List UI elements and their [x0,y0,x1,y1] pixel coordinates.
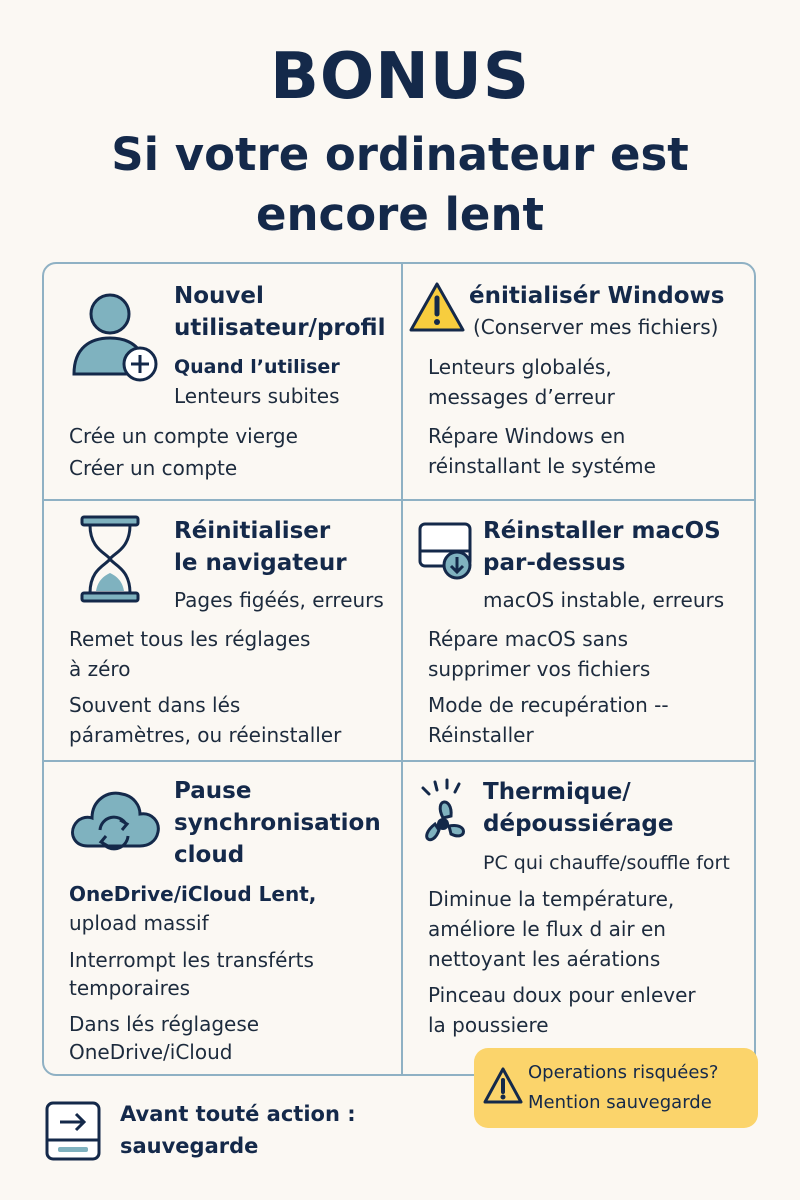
card-title-line-2: le navigateur [174,550,347,576]
tips-grid [42,262,756,1076]
card-desc-1: Répare macOS sans [428,627,628,651]
card-title-line-2: utilisateur/profil [174,315,386,341]
warning-icon [407,280,467,336]
card-title-line-1: Pause [174,778,252,804]
drive-arrow-icon [44,1100,102,1162]
card-desc-2: à zéro [69,657,131,681]
page-title: BONUS [270,40,530,114]
card-desc-2: Créer un compte [69,456,238,480]
cloud-sync-icon [66,784,162,858]
user-plus-icon [68,288,162,382]
badge-text [528,1058,718,1118]
card-when-label: Quand l’utiliser [174,356,340,378]
card-symptom-1: Lenteurs globalés, [428,355,612,379]
backup-reminder-line-2: sauvegarde [120,1134,259,1158]
warning-icon [482,1066,524,1106]
card-symptom-2: messages d’erreur [428,385,615,409]
card-reset-windows [403,264,756,499]
card-desc-1: Crée un compte vierge [69,424,298,448]
card-desc-2: temporaires [69,976,191,1000]
card-title-line-1: Réinitialiser [174,518,331,544]
card-desc-1: Interrompt les transférts [69,948,314,972]
card-desc-2: réinstallant le systéme [428,454,656,478]
backup-reminder-line-1: Avant touté action : [120,1102,356,1126]
drive-download-icon [417,521,475,583]
card-desc-3: Mode de recupération -- [428,693,669,717]
card-desc-1: Remet tous les réglages [69,627,311,651]
card-title-line-2: (Conserver mes fichiers) [473,315,719,339]
card-thermal-dusting [403,762,756,1076]
fan-heat-icon [413,778,475,854]
card-title-line-1: Thermique/ [483,779,631,805]
card-new-user-profile [44,264,399,499]
card-desc-1: Répare Windows en [428,424,626,448]
subtitle-line-1: Si votre ordinateur est [111,128,689,181]
card-title-line-1: énitialisér Windows [469,283,725,309]
backup-reminder [120,1098,356,1162]
card-symptom: macOS instable, erreurs [483,588,725,612]
card-desc-2: améliore le flux d air en [428,917,666,941]
card-reset-browser [44,501,399,760]
hourglass-icon [78,515,142,603]
card-title-line-1: Réinstaller macOS [483,518,721,544]
card-desc-3: Souvent dans lés [69,693,241,717]
card-desc-4: Réinstaller [428,723,534,747]
badge-line-2: Mention sauvegarde [528,1092,712,1113]
card-desc-2: supprimer vos fichiers [428,657,651,681]
subtitle-line-2: encore lent [255,188,545,241]
card-desc-3: Dans lés réglagese [69,1012,260,1036]
card-reinstall-macos [403,501,756,760]
card-title-line-2: dépoussiérage [483,811,674,837]
card-desc-1: Diminue la température, [428,887,675,911]
card-desc-4: páramètres, ou réeinstaller [69,723,342,747]
card-desc-5: la poussiere [428,1013,549,1037]
card-title-line-2: par-dessus [483,550,626,576]
card-symptom-2: upload massif [69,911,209,935]
card-title-line-2: synchronisation [174,810,381,836]
card-title-line-1: Nouvel [174,283,264,309]
card-desc-4: OneDrive/iCloud [69,1040,233,1064]
card-symptom: Pages figéés, erreurs [174,588,384,612]
risk-warning-badge [474,1048,758,1128]
card-pause-cloud-sync [44,762,399,1076]
card-title-line-3: cloud [174,842,245,868]
badge-line-1: Operations risquées? [528,1062,719,1083]
card-symptom: Lenteurs subites [174,384,340,408]
card-desc-4: Pinceau doux pour enlever [428,983,696,1007]
page-subtitle [0,125,800,245]
card-desc-3: nettoyant les aérations [428,947,661,971]
card-symptom: PC qui chauffe/souffle fort [483,852,730,874]
card-symptom-1: OneDrive/iCloud Lent, [69,882,317,906]
